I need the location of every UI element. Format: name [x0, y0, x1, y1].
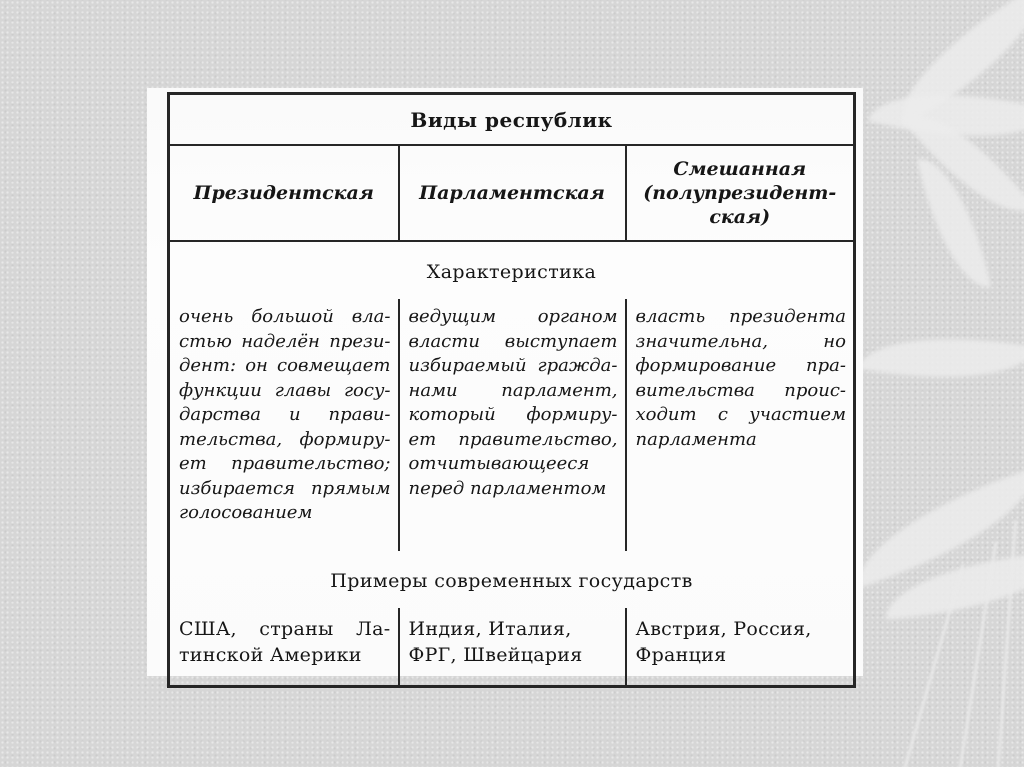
table-panel	[147, 88, 863, 676]
examples-parliamentary: Индия, Италия, ФРГ, Швейцария	[399, 608, 626, 687]
examples-presidential: США, страны Ла- тинской Америки	[169, 608, 399, 687]
column-header-presidential: Президентская	[169, 145, 399, 241]
characteristic-presidential: очень большой вла- стью наделён прези- дент: он совмещает функции главы госу- дарства и прави- тельства, формиру- ет правительство; избирается прямым голосованием	[169, 299, 399, 551]
leaf-decoration-icon	[859, 318, 1024, 399]
section-label-examples: Примеры современных государств	[330, 569, 693, 592]
column-header-parliamentary: Парламентская	[399, 145, 626, 241]
characteristic-mixed: власть президента значительна, но формирование пра- вительства проис- ходит с участием парламента	[635, 306, 846, 450]
table-title: Виды республик	[169, 94, 855, 146]
section-label-characteristics: Характеристика	[426, 260, 597, 283]
examples-mixed: Австрия, Россия, Франция	[635, 618, 812, 666]
column-header-mixed: Смешанная (полупрезидент- ская)	[626, 145, 855, 241]
republic-types-table	[167, 92, 856, 688]
characteristic-parliamentary: ведущим органом власти выступает избираемый гражда- нами парламент, который формиру- ет правительство, отчитывающееся перед парламентом	[399, 299, 626, 551]
